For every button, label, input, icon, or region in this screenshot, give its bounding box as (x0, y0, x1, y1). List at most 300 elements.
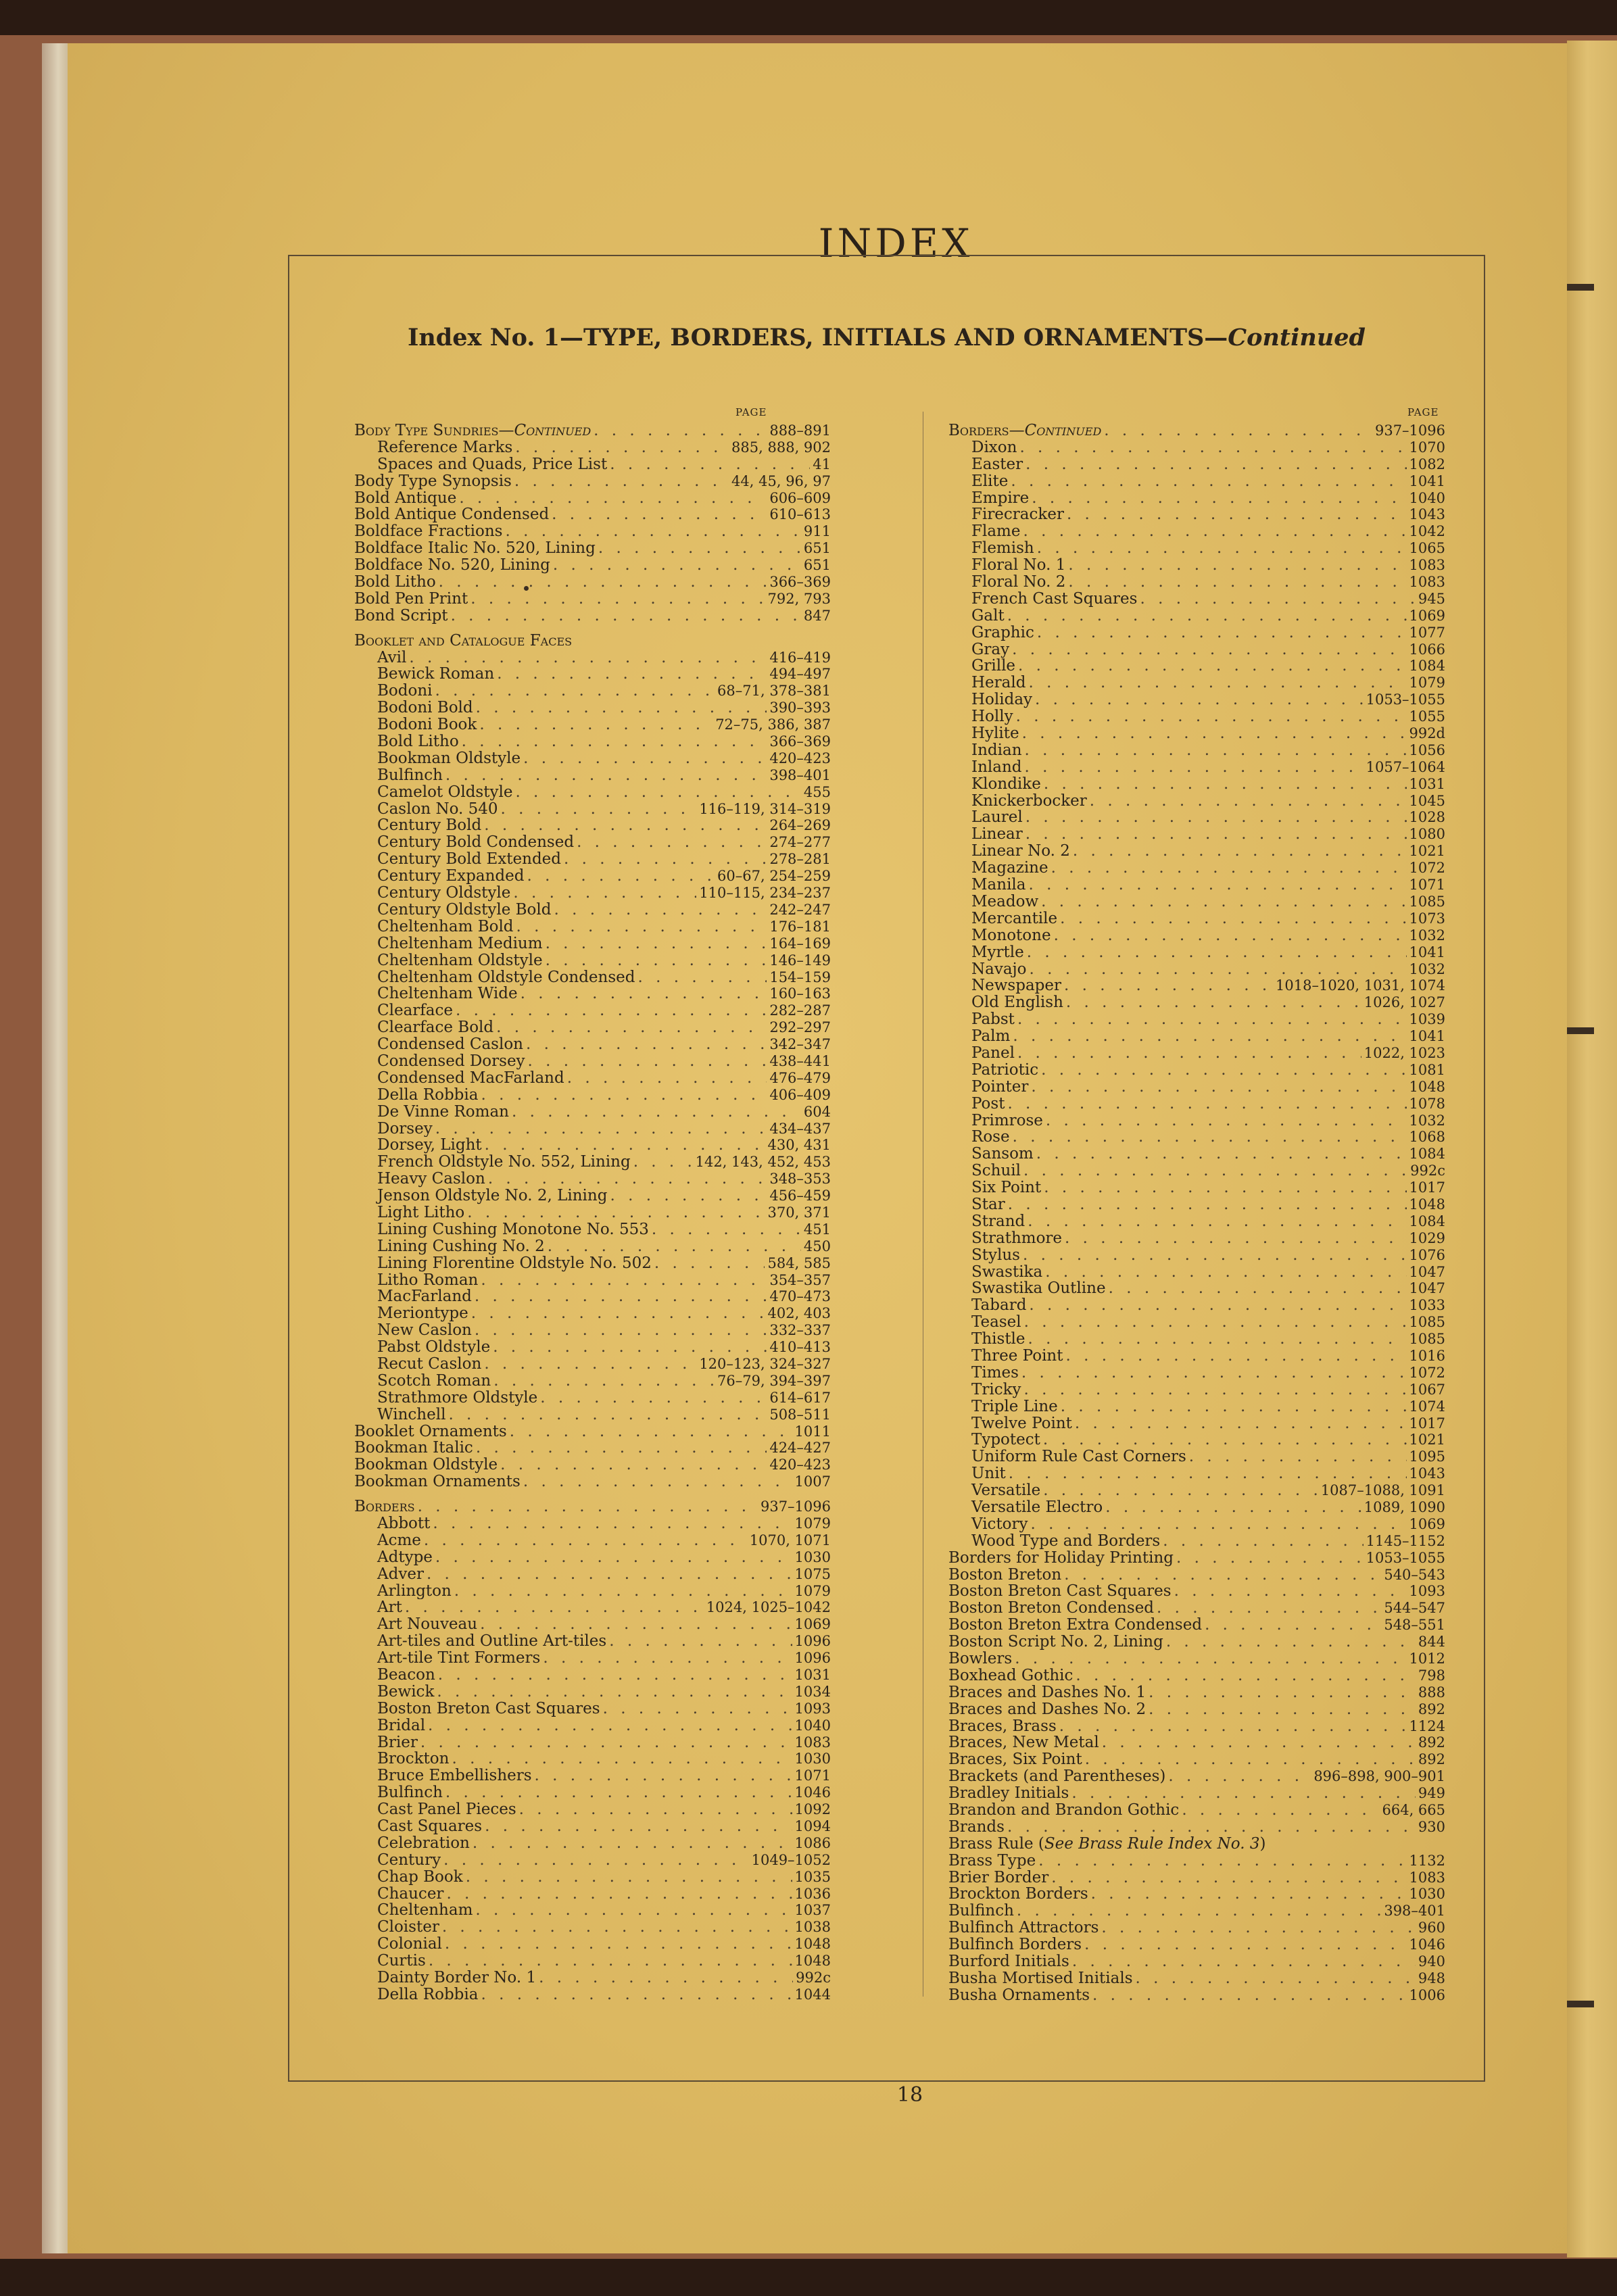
entry-label-text: Bodoni Book (377, 716, 477, 734)
entry-page: 992c (1410, 1163, 1445, 1179)
entry-page: 1093 (1409, 1583, 1445, 1600)
entry-label-text: Holly (971, 708, 1013, 726)
leader-dots (1044, 776, 1407, 793)
leader-dots (526, 1036, 767, 1053)
leader-dots (1166, 1634, 1416, 1651)
entry-label (377, 1886, 443, 1903)
entry-label-text: Easter (971, 456, 1023, 473)
entry-label-text: Braces, New Metal (948, 1734, 1099, 1752)
entry-label-text: Pabst (971, 1011, 1015, 1029)
entry-label-text: Bookman Ornaments (354, 1473, 521, 1491)
entry-label (377, 750, 521, 767)
entry-label (971, 574, 1065, 591)
leader-dots (456, 1002, 767, 1019)
entry-page: 438–441 (769, 1052, 831, 1069)
index-entry (948, 608, 1445, 625)
leader-dots (515, 784, 800, 801)
entry-page: 366–369 (769, 733, 831, 750)
entry-label (354, 1498, 415, 1515)
leader-dots (1027, 944, 1407, 961)
entry-page: 402, 403 (767, 1305, 831, 1322)
entry-label-text: Camelot Oldstyle (377, 783, 513, 801)
entry-label (948, 1734, 1099, 1751)
index-entry (948, 1163, 1445, 1179)
leader-dots (1018, 658, 1407, 675)
entry-label-text: Indian (971, 741, 1022, 759)
index-entry (354, 1936, 831, 1953)
entry-label (948, 1836, 1265, 1853)
index-entry (354, 1322, 831, 1339)
leader-dots (424, 1532, 747, 1549)
entry-label (377, 716, 477, 733)
entry-label-text: Post (971, 1095, 1005, 1113)
entry-label (377, 1549, 433, 1566)
entry-label (377, 1272, 478, 1289)
entry-label (971, 826, 1023, 843)
entry-page: 420–423 (769, 1457, 831, 1473)
entry-label-text: Brass Rule ( (948, 1835, 1044, 1853)
entry-page: 332–337 (769, 1322, 831, 1339)
entry-label (971, 1365, 1019, 1382)
entry-label-text: Versatile (971, 1482, 1041, 1499)
index-entry (354, 1204, 831, 1221)
entry-page: 76–79, 394–397 (717, 1372, 831, 1389)
index-entry (948, 1550, 1445, 1567)
entry-label (971, 456, 1023, 473)
entry-label (354, 422, 591, 439)
index-entry (948, 1129, 1445, 1146)
entry-page: 606–609 (769, 489, 831, 506)
entry-page: 948 (1418, 1970, 1445, 1986)
entry-page: 1046 (1409, 1936, 1445, 1953)
leader-dots (438, 1667, 792, 1684)
index-entry (354, 1532, 831, 1549)
index-entry (948, 1230, 1445, 1247)
entry-label-text: Cheltenham Medium (377, 935, 543, 952)
entry-label-text: Uniform Rule Cast Corners (971, 1448, 1186, 1466)
leader-dots (1068, 557, 1406, 574)
entry-page: 937–1096 (1374, 422, 1445, 439)
entry-label (377, 1036, 523, 1053)
leader-dots (1023, 523, 1406, 540)
leader-dots (1044, 1179, 1406, 1196)
index-entry (354, 1440, 831, 1457)
entry-label (377, 1633, 606, 1650)
leader-dots (1105, 1499, 1361, 1516)
leader-dots (546, 952, 767, 969)
index-entry (354, 969, 831, 986)
entry-page: 1094 (794, 1818, 831, 1835)
entry-label (971, 675, 1025, 691)
entry-label-text: Boston Breton Cast Squares (948, 1583, 1172, 1601)
entry-label-text: Condensed MacFarland (377, 1069, 564, 1087)
entry-label (377, 1767, 532, 1784)
entry-label (377, 784, 512, 801)
entry-label (971, 641, 1009, 658)
entry-label-italic: Continued (1024, 422, 1102, 439)
leader-dots (1023, 1247, 1407, 1264)
entry-label (971, 1062, 1038, 1079)
index-entry (354, 1667, 831, 1684)
entry-page: 1016 (1409, 1347, 1445, 1364)
entry-label (377, 439, 512, 456)
entry-label (377, 1717, 425, 1734)
entry-label (354, 1440, 473, 1457)
entry-label-text: Brockton (377, 1751, 450, 1768)
entry-label (971, 608, 1005, 625)
entry-label-text: Boston Breton (948, 1566, 1062, 1584)
entry-label-text: Brier (377, 1734, 418, 1751)
index-entry (948, 1398, 1445, 1415)
entry-label (377, 1070, 564, 1087)
entry-label (948, 1667, 1073, 1684)
entry-label-text: Century Oldstyle (377, 885, 511, 902)
leader-dots (1067, 506, 1407, 523)
leader-dots (528, 1053, 767, 1070)
leader-dots (1174, 1583, 1407, 1600)
leader-dots (510, 1423, 792, 1440)
entry-page: 1053–1055 (1366, 691, 1445, 708)
entry-page: 154–159 (769, 969, 831, 985)
leader-dots (1015, 1651, 1406, 1667)
entry-page: 1053–1055 (1366, 1549, 1445, 1566)
leader-dots (475, 1288, 767, 1305)
entry-page: 1029 (1409, 1229, 1445, 1246)
entry-label (971, 1129, 1010, 1146)
entry-page: 888 (1418, 1684, 1445, 1701)
index-entry (354, 1188, 831, 1204)
entry-label (377, 1356, 481, 1373)
entry-label-text: Scotch Roman (377, 1372, 491, 1390)
entry-label (948, 1802, 1179, 1819)
entry-page: 1087–1088, 1091 (1320, 1482, 1445, 1499)
index-entry (948, 742, 1445, 759)
entry-label (354, 473, 512, 490)
index-entry (354, 1473, 831, 1490)
left-index-column (354, 422, 831, 2003)
entry-label (354, 591, 468, 608)
entry-label-text: Versatile Electro (971, 1499, 1103, 1516)
entry-label-text: Century Oldstyle Bold (377, 901, 552, 919)
entry-label-text: Bold Antique Condensed (354, 506, 550, 524)
entry-label-text: Bewick Roman (377, 666, 495, 683)
leader-dots (1016, 708, 1407, 725)
leader-dots (481, 1986, 792, 2003)
entry-label (971, 1398, 1058, 1415)
index-entry (948, 691, 1445, 708)
leader-dots (445, 1936, 792, 1953)
entry-page: 1083 (794, 1734, 831, 1751)
entry-label (971, 1382, 1021, 1398)
entry-page: 1078 (1409, 1095, 1445, 1112)
entry-page: 651 (803, 557, 831, 574)
index-entry (354, 767, 831, 784)
entry-label (377, 1407, 445, 1423)
entry-label (354, 557, 550, 574)
index-entry (354, 733, 831, 750)
leader-dots (1025, 826, 1407, 843)
entry-label (354, 523, 502, 540)
entry-label-text: Cheltenham Bold (377, 918, 514, 935)
entry-label (971, 843, 1070, 860)
entry-page: 1080 (1409, 826, 1445, 843)
entry-label (354, 574, 436, 591)
entry-label-text: Star (971, 1196, 1005, 1213)
entry-label (971, 1179, 1041, 1196)
leader-dots (1019, 439, 1406, 456)
index-entry (948, 1667, 1445, 1684)
index-entry (354, 1373, 831, 1390)
leader-dots (1031, 1516, 1407, 1533)
entry-label-text: Curtis (377, 1953, 426, 1970)
entry-label (377, 1616, 477, 1633)
entry-label-text: MacFarland (377, 1288, 472, 1306)
entry-page: 354–357 (769, 1271, 831, 1288)
entry-label (971, 1247, 1020, 1264)
index-entry (354, 1002, 831, 1019)
leader-dots (552, 506, 767, 523)
entry-label (377, 1154, 631, 1171)
entry-label (377, 1734, 418, 1751)
index-entry (354, 1407, 831, 1423)
entry-label-italic: See Brass Rule Index No. 3 (1044, 1835, 1260, 1853)
entry-label-text: Bradley Initials (948, 1785, 1069, 1803)
entry-page: 1084 (1409, 1146, 1445, 1163)
leader-dots (435, 1549, 792, 1566)
index-entry (354, 1171, 831, 1188)
index-entry (354, 902, 831, 919)
leader-dots (1051, 1870, 1406, 1886)
entry-page: 456–459 (769, 1188, 831, 1204)
entry-page: 142, 143, 452, 453 (695, 1154, 831, 1171)
entry-page: 1055 (1409, 708, 1445, 725)
entry-page: 1007 (794, 1473, 831, 1490)
entry-label (948, 1600, 1154, 1617)
entry-label (377, 1019, 493, 1036)
entry-page: 1043 (1409, 1465, 1445, 1482)
entry-page: 896–898, 900–901 (1313, 1768, 1445, 1785)
index-entry (354, 666, 831, 683)
index-entry (948, 1297, 1445, 1314)
entry-label (948, 1550, 1174, 1567)
entry-page: 1045 (1409, 792, 1445, 809)
entry-label-text: Cast Squares (377, 1818, 483, 1835)
entry-label-text: Bodoni (377, 683, 433, 700)
entry-label-text: Firecracker (971, 506, 1064, 524)
entry-page: 1030 (794, 1548, 831, 1565)
entry-label (377, 1532, 421, 1549)
entry-label (377, 1221, 649, 1238)
index-entry (948, 1600, 1445, 1617)
entry-page: 1036 (794, 1885, 831, 1902)
entry-label-text: Brackets (and Parentheses) (948, 1768, 1166, 1786)
entry-page: 398–401 (769, 766, 831, 783)
leader-dots (1149, 1684, 1416, 1701)
index-entry (354, 1767, 831, 1784)
entry-page: 1067 (1409, 1381, 1445, 1398)
leader-dots (1168, 1768, 1311, 1785)
index-entry (948, 641, 1445, 658)
entry-page: 1085 (1409, 1331, 1445, 1348)
index-entry (948, 625, 1445, 641)
index-entry (354, 1970, 831, 1986)
leader-dots (448, 1407, 767, 1423)
entry-label (377, 1835, 470, 1852)
entry-page: 44, 45, 96, 97 (731, 472, 831, 489)
index-entry (948, 977, 1445, 994)
entry-page: 1024, 1025–1042 (706, 1599, 831, 1616)
entry-label-text: Magazine (971, 860, 1048, 877)
leader-dots (500, 1457, 767, 1473)
index-entry (948, 540, 1445, 557)
index-entry (948, 490, 1445, 507)
entry-page: 930 (1418, 1818, 1445, 1835)
entry-label-text: Meriontype (377, 1305, 468, 1323)
entry-page: 1034 (794, 1683, 831, 1700)
entry-label (377, 666, 494, 683)
entry-label-text: Primrose (971, 1112, 1043, 1129)
entry-label-text: Myrtle (971, 944, 1024, 961)
entry-label-text: Dorsey (377, 1120, 433, 1138)
entry-label (377, 1818, 482, 1835)
leader-dots (470, 591, 765, 608)
entry-label (971, 1079, 1028, 1096)
index-entry (354, 473, 831, 490)
leader-dots (493, 1339, 767, 1356)
index-entry (354, 700, 831, 716)
index-entry (948, 1314, 1445, 1331)
index-entry (948, 1382, 1445, 1398)
leader-dots (451, 608, 801, 625)
leader-dots (471, 1305, 765, 1322)
page-number: 18 (896, 2083, 923, 2107)
entry-label (971, 691, 1032, 708)
entry-label-text: Boxhead Gothic (948, 1667, 1073, 1684)
leader-dots (1071, 1785, 1416, 1802)
index-entry (948, 1482, 1445, 1499)
entry-label (377, 1650, 540, 1667)
entry-label-text: Light Litho (377, 1204, 465, 1221)
entry-label-text: Pabst Oldstyle (377, 1339, 491, 1356)
index-entry (948, 826, 1445, 843)
leader-dots (1007, 1096, 1406, 1113)
leader-dots (1028, 675, 1406, 691)
index-entry (948, 1213, 1445, 1230)
leader-dots (1046, 1113, 1407, 1129)
entry-label-text: Times (971, 1364, 1019, 1382)
index-entry (354, 1288, 831, 1305)
entry-page: 370, 371 (767, 1204, 831, 1221)
entry-page: 1072 (1409, 860, 1445, 877)
leader-dots (1061, 1398, 1407, 1415)
entry-label-text: Condensed Caslon (377, 1036, 523, 1053)
leader-dots (1011, 473, 1406, 490)
entry-page: 41 (813, 456, 831, 472)
entry-page: 342–347 (769, 1036, 831, 1053)
entry-label (377, 851, 561, 868)
entry-label-text: Typotect (971, 1432, 1040, 1449)
index-entry (948, 1280, 1445, 1297)
index-entry (948, 994, 1445, 1011)
entry-label-text: French Cast Squares (971, 590, 1138, 608)
entry-page: 455 (803, 783, 831, 800)
entry-label-text: Art Nouveau (377, 1616, 478, 1634)
entry-page: 1040 (1409, 489, 1445, 506)
entry-label-text: Celebration (377, 1834, 470, 1852)
entry-page: 1095 (1409, 1448, 1445, 1465)
entry-page: 844 (1418, 1634, 1445, 1651)
leader-dots (443, 1852, 749, 1869)
entry-label (377, 1801, 516, 1818)
entry-label-text: De Vinne Roman (377, 1103, 509, 1121)
leader-dots (523, 750, 767, 767)
entry-label (948, 1953, 1069, 1970)
entry-label-text: Klondike (971, 775, 1041, 793)
entry-label-text: Strand (971, 1213, 1025, 1230)
entry-label (948, 1870, 1048, 1886)
leader-dots (1013, 1028, 1406, 1045)
index-entry (354, 1717, 831, 1734)
index-entry (354, 574, 831, 591)
index-entry (948, 1886, 1445, 1903)
index-entry (948, 658, 1445, 675)
leader-dots (523, 1473, 792, 1490)
entry-label (971, 759, 1022, 776)
entry-page: 614–617 (769, 1389, 831, 1406)
entry-label (377, 834, 574, 851)
entry-label (971, 506, 1064, 523)
index-entry (354, 1305, 831, 1322)
entry-label-text: Chap Book (377, 1868, 463, 1886)
entry-label (948, 1987, 1090, 2004)
index-entry (354, 1650, 831, 1667)
leader-dots (1163, 1533, 1363, 1550)
index-entry (948, 793, 1445, 810)
index-entry (354, 1633, 831, 1650)
index-entry (354, 1053, 831, 1070)
entry-page: 1041 (1409, 1028, 1445, 1045)
leader-dots (1028, 1331, 1407, 1348)
leader-dots (439, 574, 767, 591)
leader-dots (1045, 1264, 1406, 1281)
entry-label-text: Boston Breton Extra Condensed (948, 1617, 1203, 1634)
entry-page: 424–427 (769, 1440, 831, 1457)
index-entry (354, 422, 831, 439)
entry-label (948, 1768, 1165, 1785)
entry-page: 1068 (1409, 1129, 1445, 1146)
entry-label-text: Braces and Dashes No. 1 (948, 1684, 1147, 1701)
entry-page: 416–419 (769, 649, 831, 666)
entry-label (971, 1482, 1040, 1499)
index-entry (948, 557, 1445, 574)
entry-label (377, 1667, 435, 1684)
entry-label-text: Bold Pen Print (354, 590, 468, 608)
leader-dots (1041, 1062, 1406, 1079)
leader-dots (466, 1869, 792, 1886)
entry-page: 548–551 (1384, 1617, 1445, 1634)
entry-label (377, 1137, 482, 1154)
entry-page: 1031 (794, 1667, 831, 1684)
entry-page: 1032 (1409, 960, 1445, 977)
entry-label (971, 1163, 1021, 1179)
leader-dots (484, 817, 767, 834)
entry-label (971, 1516, 1028, 1533)
leader-dots (543, 1650, 792, 1667)
index-entry (948, 1365, 1445, 1382)
entry-label-suffix: ) (1259, 1835, 1266, 1853)
entry-page: 120–123, 324–327 (699, 1355, 831, 1372)
index-entry (354, 1549, 831, 1566)
